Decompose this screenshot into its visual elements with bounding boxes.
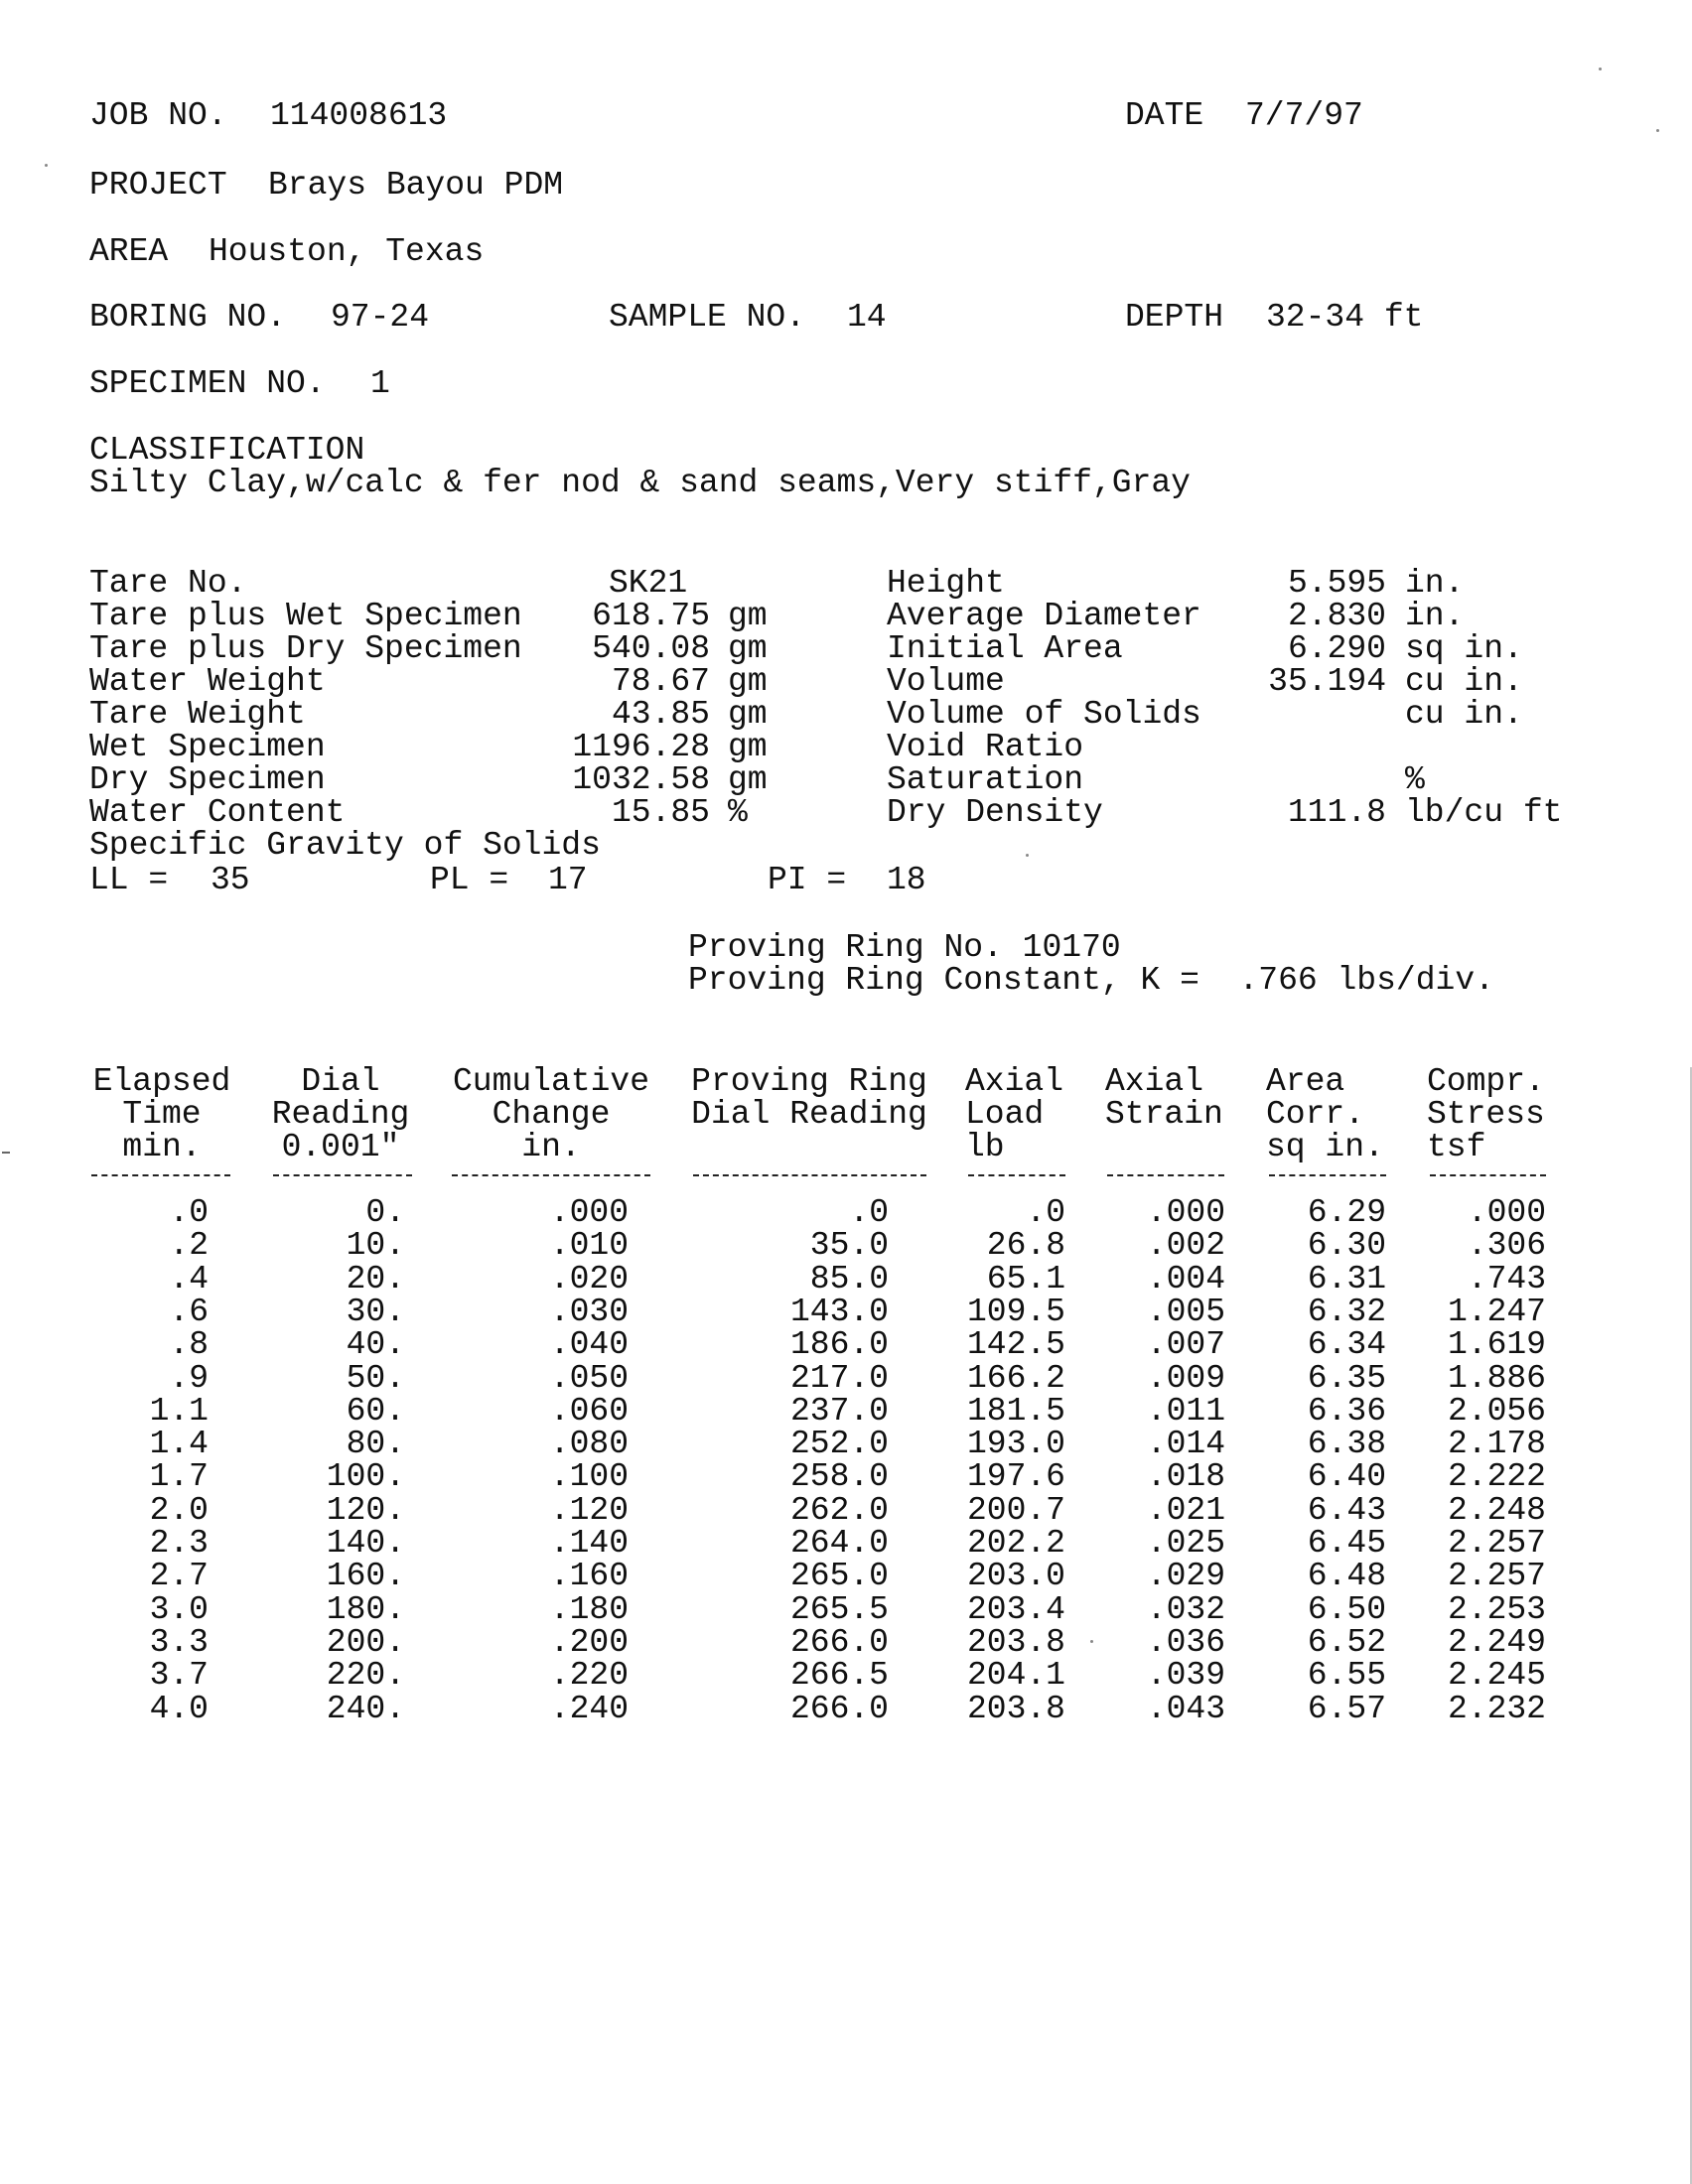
cell-proving-ring-reading: 265.0 — [789, 1558, 889, 1594]
cell-elapsed-time: .8 — [169, 1326, 209, 1363]
water-content-label: Water Content — [89, 794, 346, 831]
cell-proving-ring-reading: 266.0 — [789, 1691, 889, 1727]
scan-speck — [1656, 129, 1659, 132]
cell-cumulative-change: .220 — [549, 1657, 629, 1694]
cell-dial-reading: 40. — [346, 1326, 405, 1363]
cell-compr-stress: 2.245 — [1447, 1657, 1546, 1694]
water-weight-unit: gm — [728, 663, 768, 700]
cell-dial-reading: 100. — [326, 1458, 405, 1495]
cell-compr-stress: 2.232 — [1447, 1691, 1546, 1727]
cell-cumulative-change: .010 — [549, 1227, 629, 1264]
cell-axial-load: 65.1 — [986, 1261, 1065, 1297]
cell-cumulative-change: .000 — [549, 1194, 629, 1231]
cell-elapsed-time: .4 — [169, 1261, 209, 1297]
header-rule — [968, 1174, 1065, 1176]
cell-area-corr: 6.50 — [1307, 1591, 1386, 1628]
cell-cumulative-change: .140 — [549, 1525, 629, 1562]
job-no-label: JOB NO. — [89, 97, 227, 134]
cell-elapsed-time: .6 — [169, 1294, 209, 1330]
tare-weight-unit: gm — [728, 696, 768, 733]
pl-value: 17 — [548, 862, 588, 898]
pi-value: 18 — [887, 862, 926, 898]
water-content-unit: % — [728, 794, 748, 831]
scan-speck — [1026, 854, 1029, 857]
cell-compr-stress: .743 — [1467, 1261, 1546, 1297]
header-rule — [693, 1174, 926, 1176]
cell-proving-ring-reading: 258.0 — [789, 1458, 889, 1495]
dry-specimen-value: 1032.58 — [572, 761, 710, 798]
dry-specimen-unit: gm — [728, 761, 768, 798]
wet-specimen-label: Wet Specimen — [89, 729, 326, 765]
cell-axial-load: 181.5 — [966, 1393, 1065, 1430]
cell-proving-ring-reading: .0 — [849, 1194, 889, 1231]
cell-dial-reading: 120. — [326, 1492, 405, 1529]
tare-no-value: SK21 — [609, 565, 688, 602]
specimen-no-label: SPECIMEN NO. — [89, 365, 326, 402]
cell-axial-load: 202.2 — [966, 1525, 1065, 1562]
classification-value: Silty Clay,w/calc & fer nod & sand seams,Very stiff,Gray — [89, 465, 1191, 501]
cell-compr-stress: 2.178 — [1447, 1426, 1546, 1462]
volume-unit: cu in. — [1405, 663, 1523, 700]
volume-solids-label: Volume of Solids — [887, 696, 1201, 733]
dry-density-unit: lb/cu ft — [1405, 794, 1563, 831]
cell-elapsed-time: 2.3 — [149, 1525, 209, 1562]
cell-axial-load: .0 — [1026, 1194, 1065, 1231]
col-header-elapsed-2: Time — [122, 1096, 202, 1133]
cell-axial-strain: .043 — [1146, 1691, 1225, 1727]
header-rule — [452, 1174, 650, 1176]
cell-dial-reading: 60. — [346, 1393, 405, 1430]
ll-value: 35 — [211, 862, 250, 898]
cell-elapsed-time: .9 — [169, 1360, 209, 1397]
header-rule — [1107, 1174, 1224, 1176]
cell-area-corr: 6.55 — [1307, 1657, 1386, 1694]
cell-elapsed-time: 1.7 — [149, 1458, 209, 1495]
volume-value: 35.194 — [1268, 663, 1386, 700]
average-diameter-value: 2.830 — [1287, 598, 1386, 634]
col-header-load-1: Axial — [965, 1063, 1064, 1100]
wet-specimen-value: 1196.28 — [572, 729, 710, 765]
cell-area-corr: 6.40 — [1307, 1458, 1386, 1495]
col-header-stress-1: Compr. — [1427, 1063, 1545, 1100]
cell-axial-strain: .004 — [1146, 1261, 1225, 1297]
depth-label: DEPTH — [1125, 299, 1224, 336]
date-label: DATE — [1125, 97, 1204, 134]
cell-compr-stress: 1.247 — [1447, 1294, 1546, 1330]
ll-label: LL = — [89, 862, 169, 898]
wet-specimen-unit: gm — [728, 729, 768, 765]
col-header-dial-1: Dial — [301, 1063, 380, 1100]
cell-area-corr: 6.52 — [1307, 1624, 1386, 1661]
specimen-no-value: 1 — [370, 365, 390, 402]
void-ratio-label: Void Ratio — [887, 729, 1084, 765]
cell-cumulative-change: .080 — [549, 1426, 629, 1462]
cell-axial-strain: .007 — [1146, 1326, 1225, 1363]
dry-density-label: Dry Density — [887, 794, 1103, 831]
cell-cumulative-change: .020 — [549, 1261, 629, 1297]
col-header-stress-2: Stress — [1427, 1096, 1545, 1133]
tare-no-label: Tare No. — [89, 565, 247, 602]
cell-cumulative-change: .240 — [549, 1691, 629, 1727]
water-weight-value: 78.67 — [611, 663, 710, 700]
proving-ring-no: Proving Ring No. 10170 — [688, 929, 1121, 966]
tare-wet-label: Tare plus Wet Specimen — [89, 598, 522, 634]
area-label: AREA — [89, 233, 169, 270]
cell-area-corr: 6.36 — [1307, 1393, 1386, 1430]
height-label: Height — [887, 565, 1005, 602]
cell-proving-ring-reading: 143.0 — [789, 1294, 889, 1330]
cell-cumulative-change: .180 — [549, 1591, 629, 1628]
col-header-area-1: Area — [1266, 1063, 1345, 1100]
water-weight-label: Water Weight — [89, 663, 326, 700]
cell-cumulative-change: .100 — [549, 1458, 629, 1495]
cell-dial-reading: 160. — [326, 1558, 405, 1594]
cell-cumulative-change: .060 — [549, 1393, 629, 1430]
cell-cumulative-change: .050 — [549, 1360, 629, 1397]
cell-elapsed-time: 3.0 — [149, 1591, 209, 1628]
col-header-proving-1: Proving Ring — [691, 1063, 927, 1100]
cell-compr-stress: .000 — [1467, 1194, 1546, 1231]
cell-cumulative-change: .030 — [549, 1294, 629, 1330]
cell-axial-load: 142.5 — [966, 1326, 1065, 1363]
tare-weight-value: 43.85 — [611, 696, 710, 733]
cell-axial-load: 204.1 — [966, 1657, 1065, 1694]
cell-axial-strain: .018 — [1146, 1458, 1225, 1495]
header-rule — [91, 1174, 230, 1176]
col-header-cumulative-2: Change — [492, 1096, 611, 1133]
tare-dry-unit: gm — [728, 630, 768, 667]
cell-area-corr: 6.43 — [1307, 1492, 1386, 1529]
date-value: 7/7/97 — [1245, 97, 1363, 134]
col-header-dial-2: Reading — [271, 1096, 410, 1133]
cell-axial-strain: .000 — [1146, 1194, 1225, 1231]
header-rule — [1269, 1174, 1386, 1176]
col-header-proving-2: Dial Reading — [691, 1096, 927, 1133]
cell-area-corr: 6.30 — [1307, 1227, 1386, 1264]
height-unit: in. — [1405, 565, 1465, 602]
cell-cumulative-change: .160 — [549, 1558, 629, 1594]
cell-axial-load: 203.8 — [966, 1691, 1065, 1727]
cell-axial-load: 26.8 — [986, 1227, 1065, 1264]
boring-no-value: 97-24 — [331, 299, 430, 336]
boring-no-label: BORING NO. — [89, 299, 287, 336]
cell-proving-ring-reading: 262.0 — [789, 1492, 889, 1529]
cell-compr-stress: .306 — [1467, 1227, 1546, 1264]
col-header-stress-3: tsf — [1427, 1129, 1486, 1165]
initial-area-label: Initial Area — [887, 630, 1123, 667]
height-value: 5.595 — [1287, 565, 1386, 602]
cell-compr-stress: 1.886 — [1447, 1360, 1546, 1397]
tare-wet-value: 618.75 — [592, 598, 710, 634]
sample-no-label: SAMPLE NO. — [609, 299, 806, 336]
col-header-elapsed-3: min. — [122, 1129, 202, 1165]
cell-dial-reading: 10. — [346, 1227, 405, 1264]
cell-axial-strain: .029 — [1146, 1558, 1225, 1594]
cell-elapsed-time: 3.7 — [149, 1657, 209, 1694]
cell-dial-reading: 200. — [326, 1624, 405, 1661]
cell-proving-ring-reading: 252.0 — [789, 1426, 889, 1462]
tare-weight-label: Tare Weight — [89, 696, 306, 733]
cell-axial-load: 203.4 — [966, 1591, 1065, 1628]
cell-dial-reading: 30. — [346, 1294, 405, 1330]
scan-speck — [1599, 68, 1602, 70]
cell-proving-ring-reading: 35.0 — [809, 1227, 889, 1264]
cell-area-corr: 6.32 — [1307, 1294, 1386, 1330]
cell-axial-load: 109.5 — [966, 1294, 1065, 1330]
cell-axial-strain: .039 — [1146, 1657, 1225, 1694]
cell-cumulative-change: .200 — [549, 1624, 629, 1661]
col-header-dial-3: 0.001" — [281, 1129, 400, 1165]
cell-elapsed-time: 4.0 — [149, 1691, 209, 1727]
saturation-label: Saturation — [887, 761, 1084, 798]
volume-label: Volume — [887, 663, 1005, 700]
cell-compr-stress: 2.248 — [1447, 1492, 1546, 1529]
cell-axial-load: 197.6 — [966, 1458, 1065, 1495]
tare-dry-value: 540.08 — [592, 630, 710, 667]
cell-dial-reading: 140. — [326, 1525, 405, 1562]
header-rule — [1430, 1174, 1546, 1176]
cell-axial-load: 200.7 — [966, 1492, 1065, 1529]
scan-speck — [45, 164, 48, 167]
cell-elapsed-time: .0 — [169, 1194, 209, 1231]
cell-area-corr: 6.31 — [1307, 1261, 1386, 1297]
cell-axial-strain: .005 — [1146, 1294, 1225, 1330]
cell-compr-stress: 2.257 — [1447, 1558, 1546, 1594]
cell-axial-strain: .014 — [1146, 1426, 1225, 1462]
cell-elapsed-time: 2.0 — [149, 1492, 209, 1529]
cell-proving-ring-reading: 217.0 — [789, 1360, 889, 1397]
col-header-area-2: Corr. — [1266, 1096, 1365, 1133]
cell-dial-reading: 50. — [346, 1360, 405, 1397]
volume-solids-unit: cu in. — [1405, 696, 1523, 733]
project-value: Brays Bayou PDM — [268, 167, 564, 204]
tare-dry-label: Tare plus Dry Specimen — [89, 630, 522, 667]
cell-cumulative-change: .120 — [549, 1492, 629, 1529]
cell-dial-reading: 240. — [326, 1691, 405, 1727]
cell-area-corr: 6.29 — [1307, 1194, 1386, 1231]
saturation-unit: % — [1405, 761, 1425, 798]
cell-area-corr: 6.45 — [1307, 1525, 1386, 1562]
depth-value: 32-34 ft — [1266, 299, 1424, 336]
average-diameter-label: Average Diameter — [887, 598, 1201, 634]
col-header-strain-2: Strain — [1105, 1096, 1223, 1133]
cell-compr-stress: 1.619 — [1447, 1326, 1546, 1363]
cell-compr-stress: 2.253 — [1447, 1591, 1546, 1628]
pi-label: PI = — [768, 862, 847, 898]
area-value: Houston, Texas — [209, 233, 485, 270]
cell-elapsed-time: 1.1 — [149, 1393, 209, 1430]
dry-specimen-label: Dry Specimen — [89, 761, 326, 798]
cell-axial-load: 166.2 — [966, 1360, 1065, 1397]
dry-density-value: 111.8 — [1287, 794, 1386, 831]
cell-compr-stress: 2.222 — [1447, 1458, 1546, 1495]
col-header-cumulative-3: in. — [521, 1129, 581, 1165]
proving-ring-constant: Proving Ring Constant, K = .766 lbs/div. — [688, 962, 1494, 999]
sample-no-value: 14 — [847, 299, 887, 336]
cell-elapsed-time: 2.7 — [149, 1558, 209, 1594]
cell-dial-reading: 180. — [326, 1591, 405, 1628]
cell-area-corr: 6.35 — [1307, 1360, 1386, 1397]
cell-proving-ring-reading: 266.5 — [789, 1657, 889, 1694]
cell-compr-stress: 2.249 — [1447, 1624, 1546, 1661]
cell-axial-strain: .032 — [1146, 1591, 1225, 1628]
cell-dial-reading: 220. — [326, 1657, 405, 1694]
cell-elapsed-time: 1.4 — [149, 1426, 209, 1462]
scan-mark — [2, 1152, 10, 1154]
cell-proving-ring-reading: 85.0 — [809, 1261, 889, 1297]
cell-proving-ring-reading: 265.5 — [789, 1591, 889, 1628]
cell-dial-reading: 20. — [346, 1261, 405, 1297]
cell-compr-stress: 2.257 — [1447, 1525, 1546, 1562]
cell-proving-ring-reading: 186.0 — [789, 1326, 889, 1363]
classification-label: CLASSIFICATION — [89, 432, 365, 469]
cell-proving-ring-reading: 266.0 — [789, 1624, 889, 1661]
cell-cumulative-change: .040 — [549, 1326, 629, 1363]
cell-axial-strain: .002 — [1146, 1227, 1225, 1264]
water-content-value: 15.85 — [611, 794, 710, 831]
project-label: PROJECT — [89, 167, 227, 204]
header-rule — [273, 1174, 412, 1176]
specific-gravity-label: Specific Gravity of Solids — [89, 827, 601, 864]
col-header-cumulative-1: Cumulative — [452, 1063, 650, 1100]
pl-label: PL = — [430, 862, 509, 898]
tare-wet-unit: gm — [728, 598, 768, 634]
cell-elapsed-time: 3.3 — [149, 1624, 209, 1661]
cell-proving-ring-reading: 237.0 — [789, 1393, 889, 1430]
initial-area-unit: sq in. — [1405, 630, 1523, 667]
cell-area-corr: 6.38 — [1307, 1426, 1386, 1462]
cell-dial-reading: 0. — [365, 1194, 405, 1231]
scan-speck — [1090, 1640, 1093, 1643]
cell-area-corr: 6.48 — [1307, 1558, 1386, 1594]
cell-axial-strain: .036 — [1146, 1624, 1225, 1661]
cell-axial-load: 203.0 — [966, 1558, 1065, 1594]
cell-axial-load: 193.0 — [966, 1426, 1065, 1462]
cell-axial-strain: .025 — [1146, 1525, 1225, 1562]
average-diameter-unit: in. — [1405, 598, 1465, 634]
col-header-strain-1: Axial — [1105, 1063, 1204, 1100]
cell-elapsed-time: .2 — [169, 1227, 209, 1264]
cell-axial-strain: .011 — [1146, 1393, 1225, 1430]
initial-area-value: 6.290 — [1287, 630, 1386, 667]
cell-area-corr: 6.34 — [1307, 1326, 1386, 1363]
job-no-value: 114008613 — [270, 97, 448, 134]
col-header-load-3: lb — [965, 1129, 1005, 1165]
cell-axial-load: 203.8 — [966, 1624, 1065, 1661]
cell-area-corr: 6.57 — [1307, 1691, 1386, 1727]
cell-compr-stress: 2.056 — [1447, 1393, 1546, 1430]
col-header-load-2: Load — [965, 1096, 1045, 1133]
col-header-area-3: sq in. — [1266, 1129, 1384, 1165]
cell-dial-reading: 80. — [346, 1426, 405, 1462]
col-header-elapsed-1: Elapsed — [92, 1063, 231, 1100]
cell-axial-strain: .009 — [1146, 1360, 1225, 1397]
cell-proving-ring-reading: 264.0 — [789, 1525, 889, 1562]
cell-axial-strain: .021 — [1146, 1492, 1225, 1529]
